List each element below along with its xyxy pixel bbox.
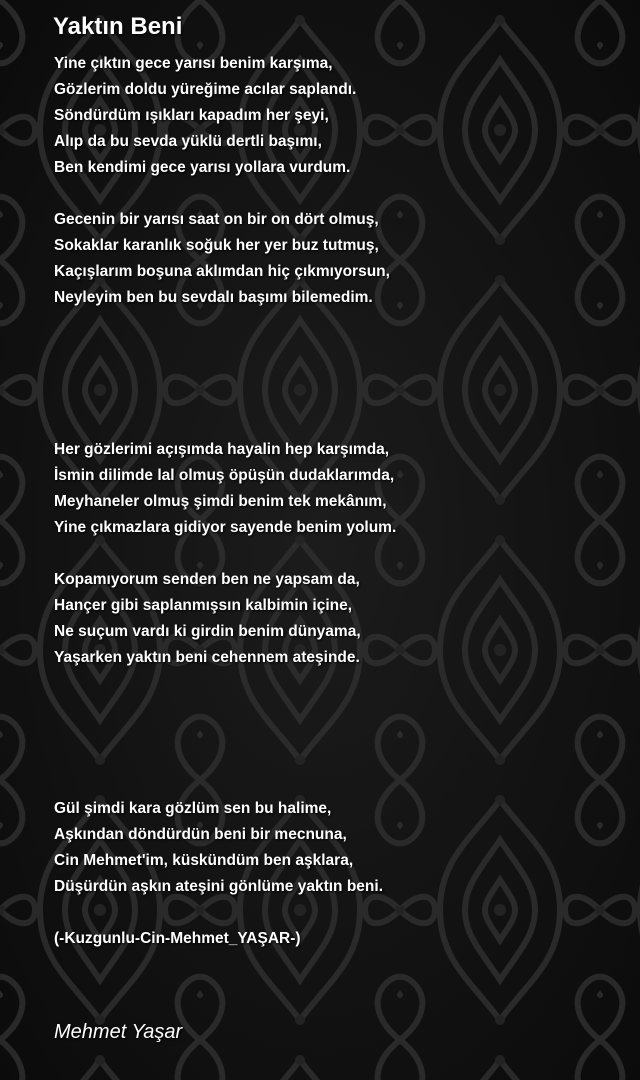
poem-line: Yine çıktın gece yarısı benim karşıma, — [54, 55, 333, 72]
poem-line: Sokaklar karanlık soğuk her yer buz tutmuş, — [54, 237, 379, 254]
poem-line: Her gözlerimi açışımda hayalin hep karşımda, — [54, 441, 390, 458]
stanza — [54, 51, 356, 181]
poem-line: Yaşarken yaktın beni cehennem ateşinde. — [54, 649, 360, 666]
stanza — [54, 926, 301, 952]
poem-line: Meyhaneler olmuş şimdi benim tek mekânım, — [54, 493, 387, 510]
poem-line: Söndürdüm ışıkları kapadım her şeyi, — [54, 107, 329, 124]
poem-line: Alıp da bu sevda yüklü dertli başımı, — [54, 133, 322, 150]
stanza — [54, 796, 383, 900]
poem-line: Gül şimdi kara gözlüm sen bu halime, — [54, 800, 332, 817]
poem-line: Aşkından döndürdün beni bir mecnuna, — [54, 826, 347, 843]
poem-line: İsmin dilimde lal olmuş öpüşün dudaklarımda, — [54, 467, 395, 484]
stanza — [54, 567, 361, 671]
poem-line: Ne suçum vardı ki girdin benim dünyama, — [54, 623, 361, 640]
poem-line: Kopamıyorum senden ben ne yapsam da, — [54, 571, 360, 588]
poem-signature-line: (-Kuzgunlu-Cin-Mehmet_YAŞAR-) — [54, 930, 301, 947]
poem-author: Mehmet Yaşar — [54, 1021, 183, 1043]
poem-title: Yaktın Beni — [53, 13, 183, 40]
poem-line: Neyleyim ben bu sevdalı başımı bilemedim. — [54, 289, 373, 306]
poem-line: Hançer gibi saplanmışsın kalbimin içine, — [54, 597, 353, 614]
poem-line: Gözlerim doldu yüreğime acılar saplandı. — [54, 81, 357, 98]
stanza — [54, 437, 396, 541]
poem-line: Düşürdün aşkın ateşini gönlüme yaktın beni. — [54, 878, 384, 895]
poem-line: Gecenin bir yarısı saat on bir on dört olmuş, — [54, 211, 379, 228]
poem-line: Yine çıkmazlara gidiyor sayende benim yolum. — [54, 519, 397, 536]
poem-line: Ben kendimi gece yarısı yollara vurdum. — [54, 159, 351, 176]
poem-line: Kaçışlarım boşuna aklımdan hiç çıkmıyorsun, — [54, 263, 390, 280]
poem-line: Cin Mehmet'im, küskündüm ben aşklara, — [54, 852, 354, 869]
stanza — [54, 207, 390, 311]
